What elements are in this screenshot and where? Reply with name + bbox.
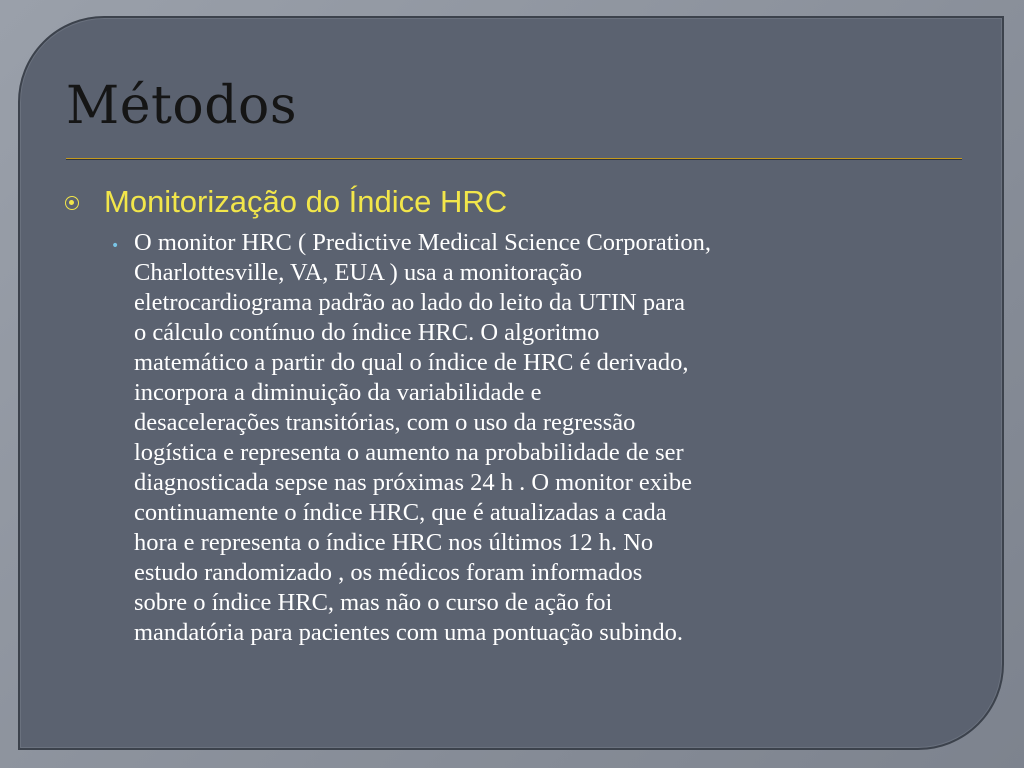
- paragraph-line: logística e representa o aumento na probabilidade de ser: [134, 439, 684, 466]
- bullet-level2-paragraph: [134, 228, 964, 648]
- paragraph-line: hora e representa o índice HRC nos últimos 12 h. No: [134, 529, 654, 556]
- paragraph-line: diagnosticada sepse nas próximas 24 h . O monitor exibe: [134, 469, 692, 496]
- paragraph-line: Charlottesville, VA, EUA ) usa a monitoração: [134, 259, 583, 286]
- paragraph-line: o cálculo contínuo do índice HRC. O algoritmo: [134, 319, 600, 346]
- title-divider: [66, 158, 962, 160]
- paragraph-line: sobre o índice HRC, mas não o curso de ação foi: [134, 589, 613, 616]
- paragraph-line: eletrocardiograma padrão ao lado do leito da UTIN para: [134, 289, 685, 316]
- dot-bullet-icon: •: [111, 238, 120, 254]
- paragraph-line: continuamente o índice HRC, que é atualizadas a cada: [134, 499, 667, 526]
- paragraph-line: desacelerações transitórias, com o uso da regressão: [134, 409, 636, 436]
- target-circle-bullet-icon: [65, 196, 79, 210]
- paragraph-line: matemático a partir do qual o índice de HRC é derivado,: [134, 349, 689, 376]
- paragraph-line: incorpora a diminuição da variabilidade e: [134, 379, 542, 406]
- paragraph-line: estudo randomizado , os médicos foram informados: [134, 559, 643, 586]
- slide-title: Métodos: [66, 76, 297, 136]
- paragraph-line: mandatória para pacientes com uma pontuação subindo.: [134, 619, 684, 646]
- paragraph-line: O monitor HRC ( Predictive Medical Science Corporation,: [134, 229, 711, 256]
- bullet-level1: Monitorização do Índice HRC: [104, 184, 508, 219]
